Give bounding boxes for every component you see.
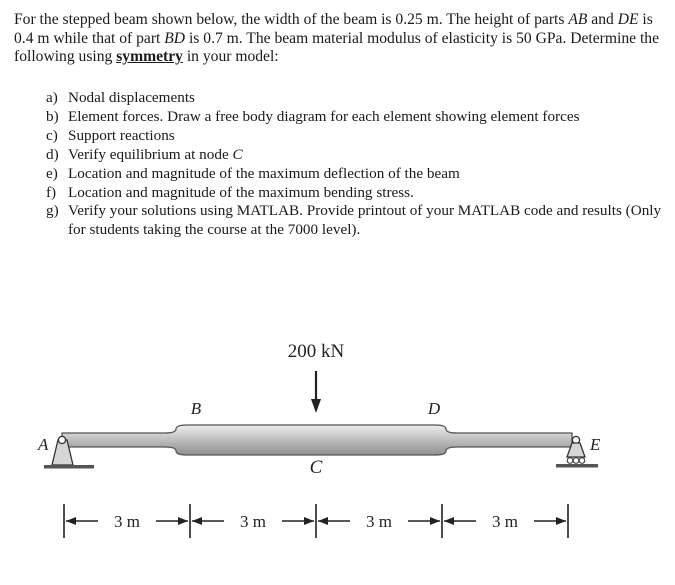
task-item: [46, 108, 666, 127]
dimension-span-1: [66, 512, 188, 531]
task-marker: e): [46, 164, 58, 182]
task-marker: a): [46, 89, 58, 106]
task-item: [46, 165, 666, 184]
load-label: 200 kN: [287, 341, 345, 362]
task-text: Verify your solutions using MATLAB. Provide printout of your MATLAB code and results (Only for students taking the course at the 7000 level).: [68, 202, 662, 239]
span-label: 3 m: [240, 512, 266, 531]
intro-text-5: in your model:: [182, 48, 279, 65]
node-label-b: B: [190, 399, 202, 418]
task-text: Element forces. Draw a free body diagram for each element showing element forces: [68, 107, 580, 125]
node-label-d: D: [427, 399, 441, 418]
dimension-span-2: [192, 512, 314, 531]
intro-text-3: is 0.4 m while that of part: [14, 11, 653, 47]
problem-statement: [14, 11, 666, 67]
beam-figure: [0, 330, 675, 560]
label-bd: BD: [164, 29, 186, 47]
span-label: 3 m: [366, 512, 392, 531]
task-marker: d): [46, 145, 59, 163]
node-c-ref: C: [232, 145, 243, 163]
task-marker: g): [46, 202, 59, 220]
dimension-span-3: [318, 512, 440, 531]
intro-text-4: is 0.7 m. The beam material modulus of elasticity is 50 GPa. Determine the following using: [14, 29, 659, 65]
task-text: Verify equilibrium at node: [68, 145, 233, 163]
task-list: [46, 89, 666, 240]
label-de: DE: [617, 11, 639, 28]
label-ab: AB: [568, 11, 588, 28]
task-item: [46, 146, 666, 165]
task-item: [46, 184, 666, 203]
task-text: Support reactions: [68, 126, 175, 144]
intro-text-1: For the stepped beam shown below, the width of the beam is 0.25 m. The height of parts: [14, 11, 569, 28]
load-arrow-icon: [311, 371, 321, 413]
task-item: [46, 127, 666, 146]
task-marker: f): [46, 183, 57, 201]
task-item: [46, 202, 666, 240]
task-text: Location and magnitude of the maximum deflection of the beam: [68, 164, 460, 182]
symmetry-emphasis: symmetry: [116, 48, 183, 65]
stepped-beam: [62, 425, 572, 455]
task-text: Location and magnitude of the maximum bending stress.: [68, 183, 414, 201]
task-marker: c): [46, 126, 58, 144]
intro-text-2: and: [587, 11, 618, 28]
task-item: [46, 89, 666, 108]
task-text: Nodal displacements: [68, 89, 195, 106]
span-label: 3 m: [114, 512, 140, 531]
node-label-a: A: [38, 435, 49, 454]
span-label: 3 m: [492, 512, 518, 531]
task-marker: b): [46, 107, 59, 125]
node-label-e: E: [590, 435, 601, 454]
dimension-span-4: [444, 512, 566, 531]
node-label-c: C: [309, 457, 323, 478]
